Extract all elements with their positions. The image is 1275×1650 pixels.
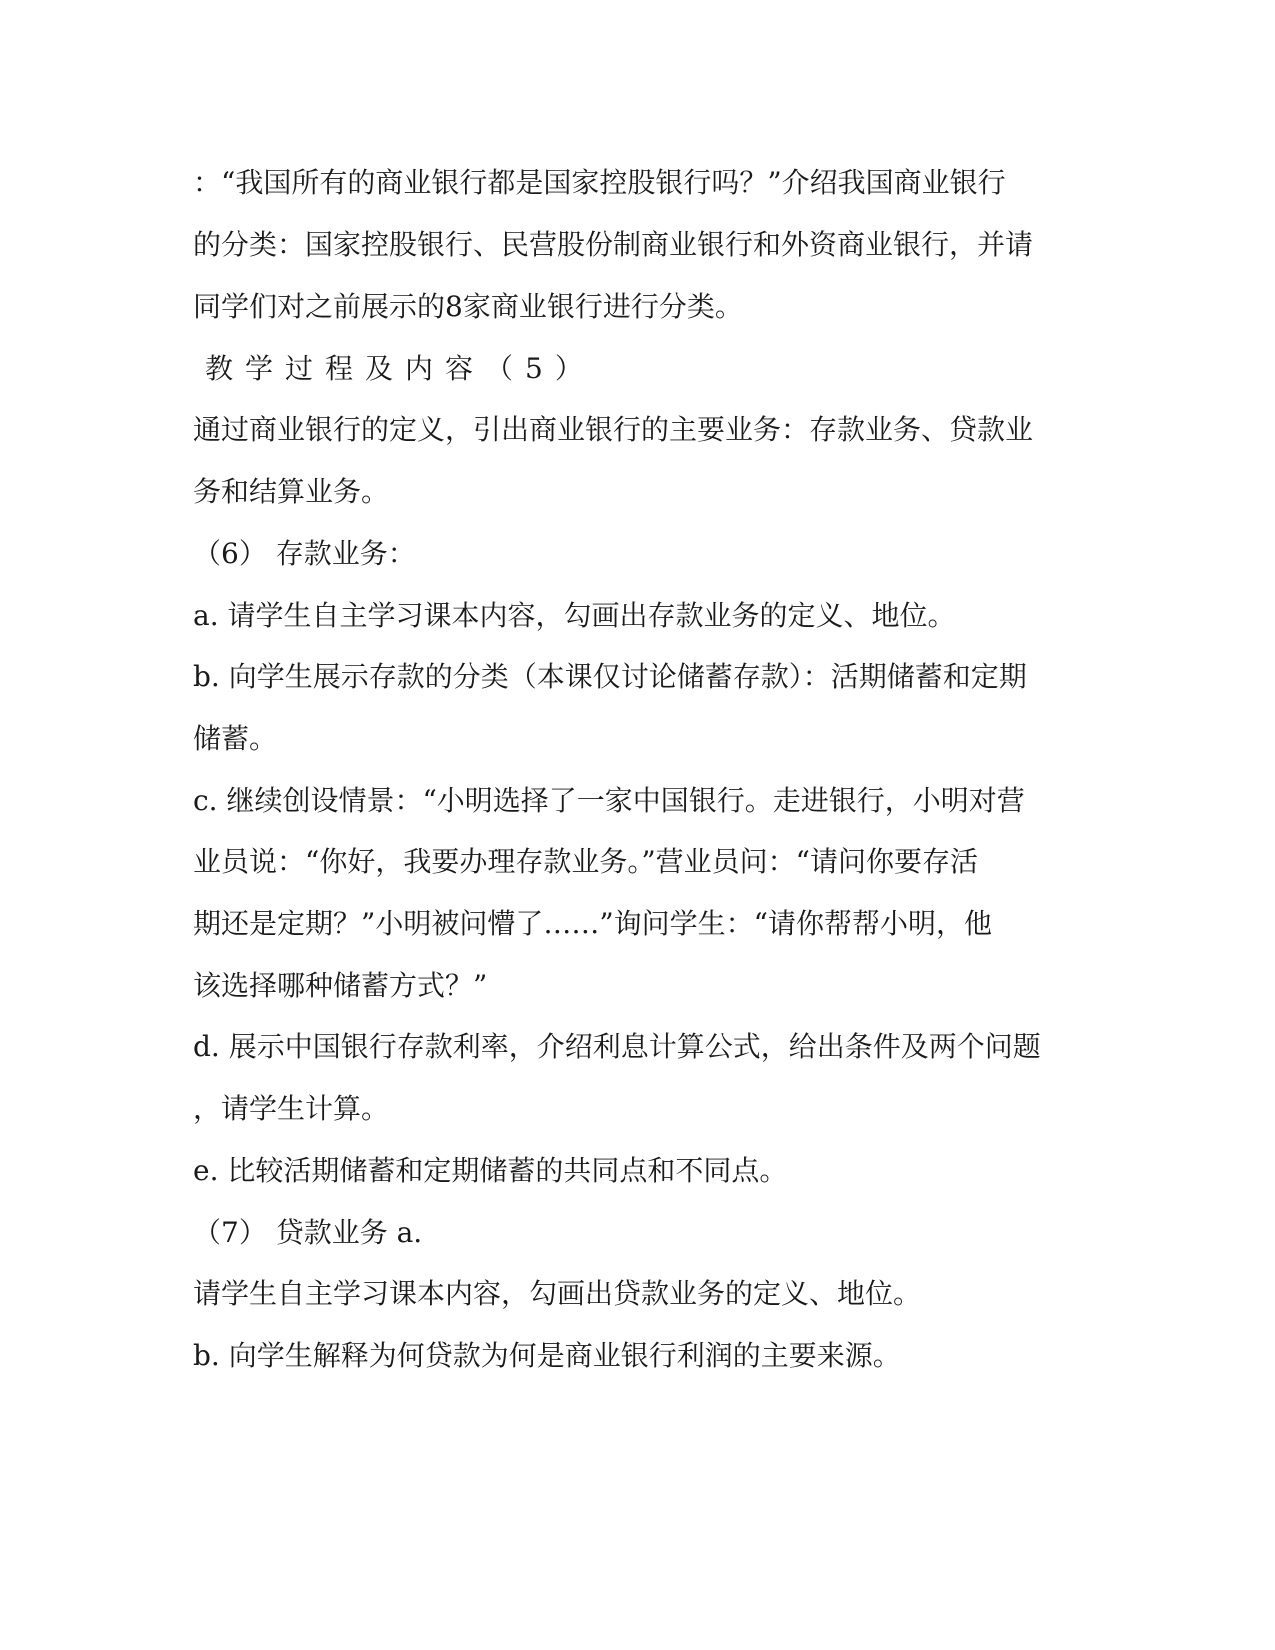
list-item: b. 向学生展示存款的分类（本课仅讨论储蓄存款）：活期储蓄和定期: [193, 660, 1027, 693]
paragraph-line: 的分类：国家控股银行、民营股份制商业银行和外资商业银行，并请: [193, 228, 1034, 261]
list-item: d. 展示中国银行存款利率，介绍利息计算公式，给出条件及两个问题: [193, 1030, 1041, 1063]
list-item-continuation: 请学生自主学习课本内容，勾画出贷款业务的定义、地位。: [193, 1277, 922, 1310]
list-item: b. 向学生解释为何贷款为何是商业银行利润的主要来源。: [193, 1339, 901, 1372]
paragraph-line: 通过商业银行的定义，引出商业银行的主要业务：存款业务、贷款业: [193, 413, 1034, 446]
paragraph-line: 同学们对之前展示的8家商业银行进行分类。: [193, 290, 743, 323]
list-item-continuation: ，请学生计算。: [193, 1092, 390, 1125]
list-item: a. 请学生自主学习课本内容，勾画出存款业务的定义、地位。: [193, 599, 956, 632]
list-item: c. 继续创设情景：“小明选择了一家中国银行。走进银行，小明对营: [193, 784, 1025, 817]
list-item-continuation: 期还是定期？”小明被问懵了……”询问学生：“请你帮帮小明，他: [193, 907, 992, 940]
paragraph-line: 务和结算业务。: [193, 475, 390, 508]
list-item-continuation: 该选择哪种储蓄方式？”: [193, 969, 488, 1002]
list-item: e. 比较活期储蓄和定期储蓄的共同点和不同点。: [193, 1154, 788, 1187]
section-heading: 教学过程及内容（5）: [205, 352, 595, 385]
list-item-continuation: 储蓄。: [193, 722, 278, 755]
list-item-continuation: 业员说：“你好，我要办理存款业务。”营业员问：“请问你要存活: [193, 845, 978, 878]
subsection-heading: （7） 贷款业务 a.: [193, 1216, 423, 1249]
paragraph-line: ：“我国所有的商业银行都是国家控股银行吗？”介绍我国商业银行: [193, 166, 1006, 199]
subsection-heading: （6） 存款业务：: [193, 537, 416, 570]
